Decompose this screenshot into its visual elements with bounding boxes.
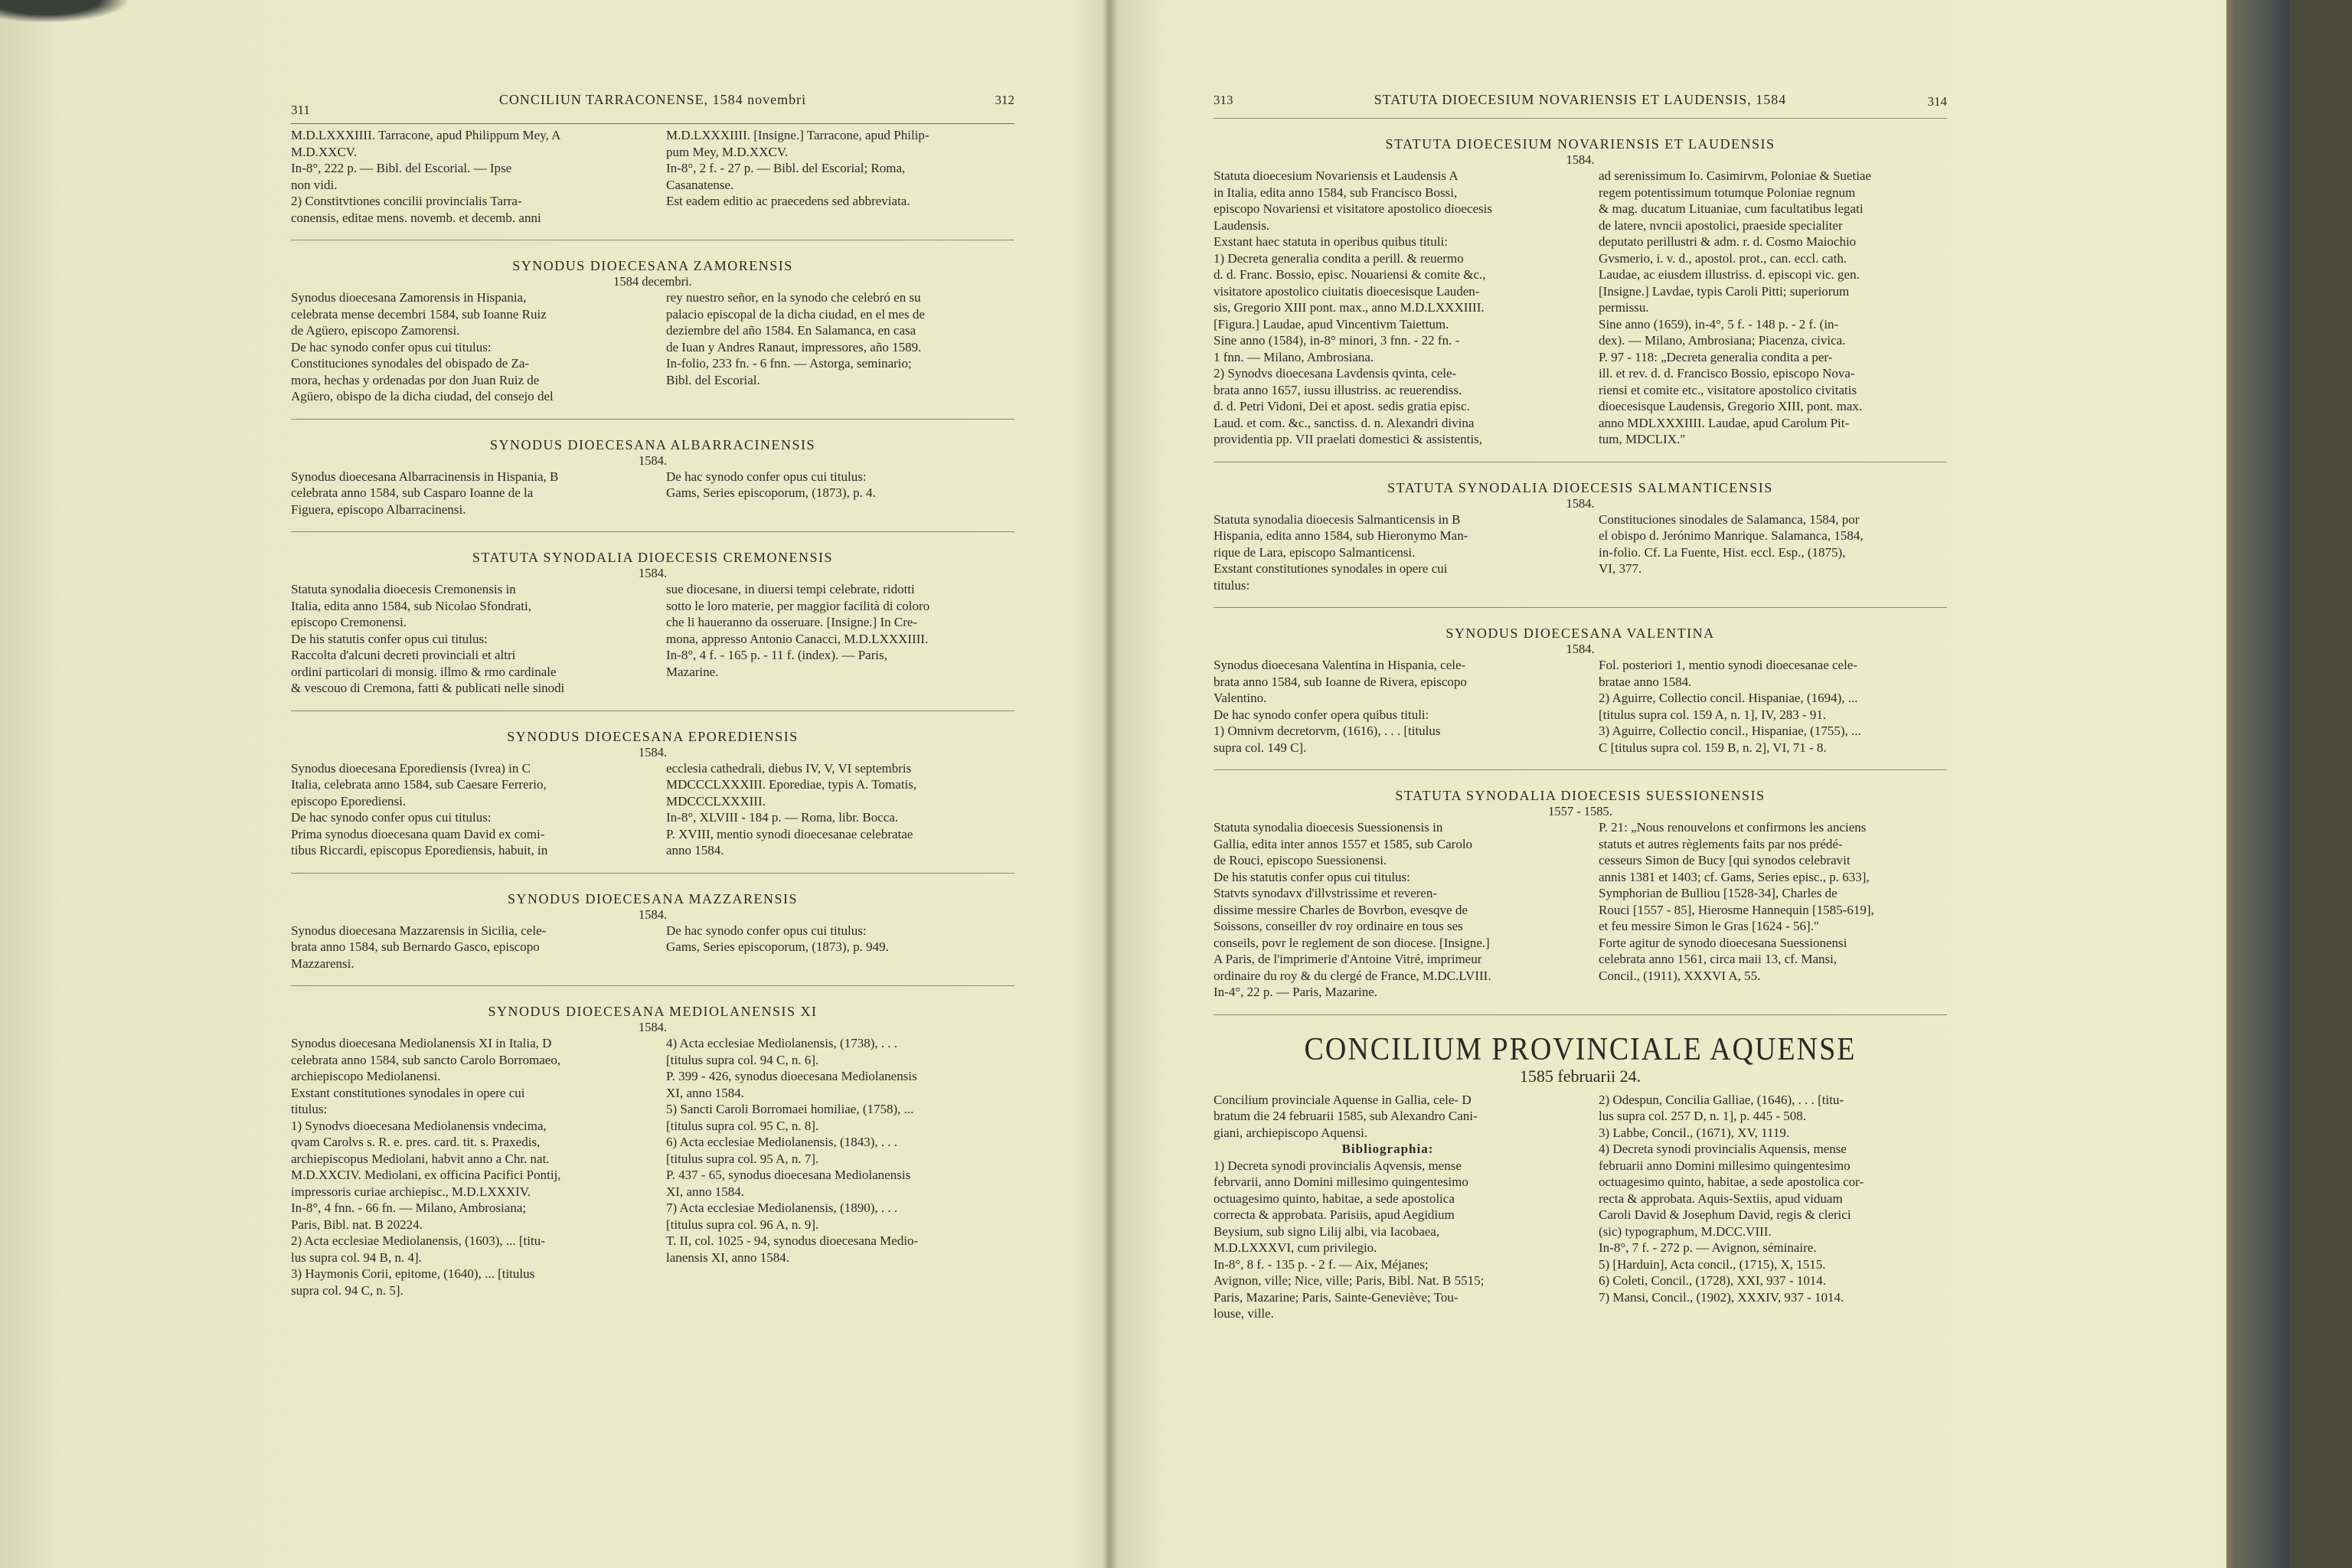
section-title: SYNODUS DIOECESANA EPOREDIENSIS: [507, 728, 799, 744]
section-rule: [291, 985, 1014, 986]
text-line: ecclesia cathedrali, diebus IV, V, VI septembris: [666, 760, 912, 776]
text-line: [Figura.] Laudae, apud Vincentivm Taiettum.: [1214, 316, 1449, 332]
text-line: 1) Synodvs dioecesana Mediolanensis vndecima,: [291, 1118, 547, 1133]
text-line: Raccolta d'alcuni decreti provinciali et altri: [291, 648, 516, 662]
column-right: [1599, 1092, 1947, 1322]
text-line: anno 1584.: [666, 843, 724, 858]
text-line: P. 97 - 118: „Decreta generalia condita a per-: [1599, 349, 1833, 364]
page-number: 313: [1214, 93, 1233, 107]
text-line: Paris, Mazarine; Paris, Sainte-Geneviève; Tou-: [1214, 1289, 1459, 1305]
text-line: Sine anno (1584), in-8° minori, 3 fnn. - 22 fn. -: [1214, 333, 1460, 348]
text-line: episcopo Eporediensi.: [291, 793, 407, 808]
section-columns: [291, 923, 1014, 972]
text-line: impressoris curiae archiepisc., M.D.LXXXIV.: [291, 1184, 531, 1199]
text-line: palacio episcopal de la dicha ciudad, en el mes de: [666, 306, 925, 322]
text-line: conseils, povr le reglement de son diocese. [Insigne.]: [1214, 935, 1490, 950]
text-line: De his statutis confer opus cui titulus:: [291, 631, 488, 646]
text-line: louse, ville.: [1214, 1306, 1274, 1321]
top-columns: [291, 127, 1014, 226]
text-line: ill. et rev. d. d. Francisco Bossio, episcopo Nova-: [1599, 366, 1855, 381]
text-line: dioecesisque Laudensis, Gregorio XIII, pont. max.: [1599, 399, 1863, 413]
column-right: [666, 581, 1014, 697]
section: [291, 419, 1014, 518]
text-line: sis, Gregorio XIII pont. max., anno M.D.LXXXIIII.: [1214, 300, 1485, 315]
section-columns: [1214, 168, 1947, 448]
text-line: Concilium provinciale Aquense in Gallia, cele- D: [1214, 1092, 1472, 1107]
text-line: Rouci [1557 - 85], Hierosme Hannequin [1585-619],: [1599, 902, 1874, 917]
text-line: In-8°, 2 f. - 27 p. — Bibl. del Escorial; Roma,: [666, 161, 906, 175]
section-date: 1557 - 1585.: [1548, 804, 1612, 818]
text-line: 2) Aguirre, Collectio concil. Hispaniae, (1694), ...: [1599, 691, 1858, 705]
text-line: Statvts synodavx d'illvstrissime et reveren-: [1214, 886, 1438, 900]
text-line: sue diocesane, in diuersi tempi celebrate, ridotti: [666, 582, 915, 596]
text-line: De hac synodo confer opus cui titulus:: [291, 339, 492, 354]
text-line: visitatore apostolico ciuitatis dioecesisque Lauden-: [1214, 283, 1480, 299]
text-line: deputato perillustri & adm. r. d. Cosmo Maiochio: [1599, 234, 1857, 249]
text-line: ordini particolari di monsig. illmo & rmo cardinale: [291, 664, 557, 679]
text-line: Fol. posteriori 1, mentio synodi dioecesanae cele-: [1599, 658, 1858, 672]
section-title-large: CONCILIUM PROVINCIALE AQUENSE: [1304, 1031, 1857, 1067]
section-rule: [291, 419, 1014, 420]
dark-corner: [0, 0, 130, 23]
column-right: [666, 127, 1014, 226]
section-columns: [1214, 819, 1947, 1001]
text-line: lus supra col. 257 D, n. 1], p. 445 - 508.: [1599, 1109, 1807, 1123]
section-date: 1584.: [1566, 642, 1595, 656]
text-line: Exstant constitutiones synodales in opere cui: [1214, 561, 1448, 576]
section-columns: [1214, 511, 1947, 594]
text-line: 3) Labbe, Concil., (1671), XV, 1119.: [1599, 1125, 1790, 1140]
text-line: d. d. Franc. Bossio, episc. Nouariensi & comite &c.,: [1214, 267, 1486, 282]
column-right: [666, 1035, 1014, 1298]
text-line: M.D.LXXXIIII. [Insigne.] Tarracone, apud Philip-: [666, 128, 929, 142]
column-right: [1599, 819, 1947, 1001]
text-line: De his statutis confer opus cui titulus:: [1214, 869, 1410, 884]
section-date: 1584.: [1566, 152, 1595, 167]
section-columns: [291, 760, 1014, 859]
text-line: 2) Constitvtiones concilii provincialis Tarra-: [291, 194, 522, 208]
text-line: T. II, col. 1025 - 94, synodus dioecesana Medio-: [666, 1233, 919, 1248]
text-line: 4) Acta ecclesiae Mediolanensis, (1738), . . .: [666, 1036, 898, 1050]
section-date: 1584.: [1566, 495, 1595, 511]
text-line: cesseurs Simon de Bucy [qui synodos celebravit: [1599, 853, 1851, 867]
text-line: regem potentissimum totumque Poloniae regnum: [1599, 185, 1856, 200]
text-line: 2) Acta ecclesiae Mediolanensis, (1603), ... [titu-: [291, 1233, 545, 1248]
text-line: Est eadem editio ac praecedens sed abbreviata.: [666, 194, 910, 208]
column-right: [1599, 168, 1947, 448]
text-line: [titulus supra col. 159 A, n. 1], IV, 283 - 91.: [1599, 707, 1827, 722]
section-date: 1584.: [638, 452, 668, 468]
text-line: 6) Coleti, Concil., (1728), XXI, 937 - 1014.: [1599, 1273, 1826, 1288]
column-left: [1214, 1092, 1562, 1322]
text-line: VI, 377.: [1599, 561, 1642, 576]
text-line: episcopo Cremonensi.: [291, 615, 407, 629]
column-left: [291, 923, 639, 972]
text-line: de Rouci, episcopo Suessionensi.: [1214, 853, 1387, 867]
text-line: d. d. Petri Vidoni, Dei et apost. sedis gratia episc.: [1214, 399, 1470, 413]
text-line: octuagesimo quinto, habitae, a sede apostolica cor-: [1599, 1174, 1864, 1189]
page-number: 312: [995, 93, 1014, 107]
bibliography-lines: [1214, 1158, 1562, 1322]
section-date: 1585 februarii 24.: [1519, 1066, 1642, 1086]
text-line: Laudae, ac eiusdem illustriss. d. episcopi vic. gen.: [1599, 267, 1860, 282]
text-line: C [titulus supra col. 159 B, n. 2], VI, 71 - 8.: [1599, 740, 1827, 755]
text-line: Beysium, sub signo Lilij albi, via Iacobaea,: [1214, 1223, 1440, 1239]
sections: [1214, 118, 1947, 1001]
section-title: STATUTA SYNODALIA DIOECESIS SUESSIONENSIS: [1395, 788, 1766, 803]
text-line: che li haueranno da osseruare. [Insigne.] In Cre-: [666, 615, 918, 629]
section-title: STATUTA SYNODALIA DIOECESIS SALMANTICENSIS: [1387, 479, 1773, 495]
section: [291, 240, 1014, 405]
text-line: 6) Acta ecclesiae Mediolanensis, (1843), . . .: [666, 1135, 898, 1149]
section-title: SYNODUS DIOECESANA ALBARRACINENSIS: [489, 436, 816, 452]
page-number: 314: [1927, 94, 1947, 109]
section-title: SYNODUS DIOECESANA MAZZARENSIS: [507, 890, 799, 906]
text-line: Italia, edita anno 1584, sub Nicolao Sfondrati,: [291, 598, 531, 613]
text-line: M.D.LXXXIIII. Tarracone, apud Philippum Mey, A: [291, 128, 561, 142]
text-line: Caroli David & Josephum David, regis & clerici: [1599, 1207, 1851, 1222]
text-line: Statuta synodalia dioecesis Cremonensis in: [291, 582, 516, 596]
text-line: deziembre del año 1584. En Salamanca, en casa: [666, 323, 916, 338]
text-line: statuts et autres règlements faits par nos prédé-: [1599, 836, 1843, 851]
text-line: De hac synodo confer opus cui titulus:: [666, 923, 867, 938]
column-left: [1214, 511, 1562, 594]
column-left: [1214, 168, 1562, 448]
text-line: sotto le loro materie, per maggior facilità di coloro: [666, 598, 930, 613]
text-line: 1) Decreta generalia condita a perill. & reuermo: [1214, 250, 1464, 266]
text-line: celebrata anno 1561, circa maii 13, cf. Mansi,: [1599, 952, 1838, 966]
text-line: M.D.XXCV.: [291, 144, 358, 159]
text-line: De hac synodo confer opus cui titulus:: [666, 469, 867, 484]
text-line: De hac synodo confer opera quibus tituli:: [1214, 707, 1429, 722]
section: [291, 531, 1014, 697]
text-line: brata anno 1657, iussu illustriss. ac reuerendiss.: [1214, 382, 1462, 397]
text-line: febrvarii, anno Domini millesimo quingentesimo: [1214, 1174, 1468, 1189]
right-page: [1214, 83, 1947, 1322]
text-line: rey nuestro señor, en la synodo che celebró en su: [666, 290, 921, 305]
section-columns: [291, 469, 1014, 518]
text-line: Figuera, episcopo Albarracinensi.: [291, 501, 466, 517]
text-line: celebrata anno 1584, sub sancto Carolo Borromaeo,: [291, 1052, 561, 1067]
text-line: & mag. ducatum Lituaniae, cum facultatibus legati: [1599, 201, 1864, 216]
text-line: archiepiscopus Mediolani, habvit anno a Chr. nat.: [291, 1151, 550, 1166]
column-left: [291, 581, 639, 697]
text-line: Synodus dioecesana Mediolanensis XI in Italia, D: [291, 1036, 552, 1050]
text-line: 1 fnn. — Milano, Ambrosiana.: [1214, 349, 1374, 364]
text-line: [titulus supra col. 95 A, n. 7].: [666, 1151, 819, 1166]
text-line: Agüero, obispo de la dicha ciudad, del consejo del: [291, 389, 554, 403]
text-line: XI, anno 1584.: [666, 1184, 744, 1199]
text-line: Bibl. del Escorial.: [666, 372, 760, 387]
intro-lines: [1214, 1092, 1562, 1142]
text-line: In-8°, 4 f. - 165 p. - 11 f. (index). — Paris,: [666, 648, 887, 662]
text-line: recta & approbata. Aquis-Sextiis, apud viduam: [1599, 1191, 1843, 1206]
section: [291, 710, 1014, 859]
text-line: 7) Acta ecclesiae Mediolanensis, (1890), . . .: [666, 1200, 898, 1215]
column-right: [666, 289, 1014, 405]
text-line: Synodus dioecesana Valentina in Hispania, cele-: [1214, 658, 1466, 672]
text-line: 2) Odespun, Concilia Galliae, (1646), . . . [titu-: [1599, 1092, 1844, 1107]
section-date: 1584.: [638, 566, 668, 580]
text-line: Synodus dioecesana Mazzarensis in Sicilia, cele-: [291, 923, 547, 938]
column-left: [291, 1035, 639, 1298]
text-line: Synodus dioecesana Zamorensis in Hispania,: [291, 290, 527, 305]
text-line: el obispo d. Jerónimo Manrique. Salamanca, 1584,: [1599, 528, 1864, 543]
text-line: de Iuan y Andres Ranaut, impressores, año 1589.: [666, 339, 922, 354]
text-line: Constituciones synodales del obispado de Za-: [291, 356, 530, 371]
sections: [291, 240, 1014, 1298]
text-line: Gams, Series episcoporum, (1873), p. 4.: [666, 485, 876, 500]
text-line: Sine anno (1659), in-4°, 5 f. - 148 p. - 2 f. (in-: [1599, 316, 1839, 332]
section-date: 1584.: [638, 906, 668, 922]
text-line: Synodus dioecesana Albarracinensis in Hispania, B: [291, 469, 559, 484]
text-line: In-8°, XLVIII - 184 p. — Roma, libr. Bocca.: [666, 810, 899, 825]
running-title: STATUTA DIOECESIUM NOVARIENSIS ET LAUDENSIS, 1584: [1374, 92, 1787, 107]
section-title: SYNODUS DIOECESANA VALENTINA: [1446, 626, 1715, 641]
text-line: Statuta synodalia dioecesis Salmanticensis in B: [1214, 511, 1461, 527]
section-date: 1584.: [638, 1020, 668, 1034]
header-rule: [291, 123, 1014, 124]
section: [1214, 462, 1947, 594]
text-line: mora, hechas y ordenadas por don Juan Ruiz de: [291, 372, 540, 387]
text-line: Italia, celebrata anno 1584, sub Caesare Ferrerio,: [291, 777, 547, 792]
text-line: in-folio. Cf. La Fuente, Hist. eccl. Esp., (1875),: [1599, 544, 1846, 560]
text-line: 4) Decreta synodi provincialis Aquensis, mense: [1599, 1142, 1847, 1156]
section-date: 1584.: [638, 744, 668, 760]
text-line: tum, MDCLIX.": [1599, 432, 1686, 446]
section: [291, 873, 1014, 972]
text-line: Gallia, edita inter annos 1557 et 1585, sub Carolo: [1214, 836, 1473, 851]
text-line: Statuta dioecesium Novariensis et Laudensis A: [1214, 168, 1459, 183]
text-line: conensis, editae mens. novemb. et decemb. anni: [291, 210, 541, 225]
text-line: [titulus supra col. 94 C, n. 6].: [666, 1052, 819, 1067]
section-columns: [291, 581, 1014, 697]
text-line: ad serenissimum Io. Casimirvm, Poloniae & Suetiae: [1599, 168, 1872, 183]
text-line: Gams, Series episcoporum, (1873), p. 949.: [666, 939, 889, 954]
text-line: februarii anno Domini millesimo quingentesimo: [1599, 1158, 1851, 1173]
text-line: [titulus supra col. 96 A, n. 9].: [666, 1217, 819, 1232]
section: [1214, 118, 1947, 448]
text-line: Laud. et com. &c., sanctiss. d. n. Alexandri divina: [1214, 415, 1475, 430]
text-line: lus supra col. 94 B, n. 4].: [291, 1250, 422, 1265]
text-line: bratae anno 1584.: [1599, 674, 1692, 689]
text-line: de latere, nvncii apostolici, praeside specialiter: [1599, 217, 1843, 233]
text-line: MDCCCLXXXIII.: [666, 793, 766, 808]
text-line: 5) [Harduin], Acta concil., (1715), X, 1515.: [1599, 1256, 1826, 1272]
text-line: MDCCCLXXXIII. Eporediae, typis A. Tomatis,: [666, 777, 917, 792]
text-line: in Italia, edita anno 1584, sub Francisco Bossi,: [1214, 185, 1458, 200]
text-line: anno MDLXXXIIII. Laudae, apud Carolum Pit-: [1599, 415, 1850, 430]
text-line: tibus Riccardi, episcopus Eporediensis, habuit, in: [291, 843, 548, 858]
text-line: In-folio, 233 fn. - 6 fnn. — Astorga, seminario;: [666, 356, 912, 371]
section-rule: [1214, 1014, 1947, 1015]
text-line: Symphorian de Bulliou [1528-34], Charles de: [1599, 886, 1838, 900]
column-right: [1599, 511, 1947, 594]
text-line: Laudensis.: [1214, 217, 1270, 233]
text-line: M.D.LXXXVI, cum privilegio.: [1214, 1240, 1377, 1255]
text-line: 5) Sancti Caroli Borromaei homiliae, (1758), ...: [666, 1102, 914, 1116]
text-line: 3) Haymonis Corii, epitome, (1640), ... [titulus: [291, 1266, 535, 1281]
text-line: et feu messire Simon le Gras [1624 - 56].": [1599, 919, 1819, 933]
column-right: [1599, 657, 1947, 756]
section-rule: [291, 873, 1014, 874]
text-line: pum Mey, M.D.XXCV.: [666, 144, 789, 159]
text-line: celebrata anno 1584, sub Casparo Ioanne de la: [291, 485, 534, 500]
section-date: 1584 decembri.: [613, 274, 692, 289]
book-gutter: [1102, 0, 1118, 1568]
page-header: [1214, 83, 1947, 121]
text-line: Soissons, conseiller dv roy ordinaire en tous ses: [1214, 919, 1463, 933]
text-line: A Paris, de l'imprimerie d'Antoine Vitré, imprimeur: [1214, 952, 1482, 966]
section-columns: [291, 289, 1014, 405]
column-left: [1214, 657, 1562, 756]
text-line: (sic) typographum, M.DCC.VIII.: [1599, 1223, 1772, 1239]
text-line: supra col. 94 C, n. 5].: [291, 1282, 403, 1298]
text-line: P. 437 - 65, synodus dioecesana Mediolanensis: [666, 1168, 911, 1182]
column-right: [666, 923, 1014, 972]
text-line: archiepiscopo Mediolanensi.: [291, 1069, 441, 1083]
text-line: In-8°, 222 p. — Bibl. del Escorial. — Ipse: [291, 161, 512, 175]
text-line: Forte agitur de synodo dioecesana Suessionensi: [1599, 935, 1847, 950]
text-line: correcta & approbata. Parisiis, apud Aegidium: [1214, 1207, 1455, 1222]
text-line: In-4°, 22 p. — Paris, Mazarine.: [1214, 985, 1378, 999]
section-columns: [1214, 1092, 1947, 1322]
text-line: [titulus supra col. 95 C, n. 8].: [666, 1118, 819, 1133]
text-line: Mazarine.: [666, 664, 719, 679]
text-line: brata anno 1584, sub Bernardo Gasco, episcopo: [291, 939, 540, 954]
text-line: titulus:: [1214, 577, 1250, 593]
text-line: P. 21: „Nous renouvelons et confirmons les anciens: [1599, 820, 1867, 835]
text-line: dex). — Milano, Ambrosiana; Piacenza, civica.: [1599, 333, 1846, 348]
text-line: & vescouo di Cremona, fatti & publicati nelle sinodi: [291, 681, 565, 695]
text-line: Synodus dioecesana Eporediensis (Ivrea) in C: [291, 760, 531, 776]
book-edge: [2226, 0, 2289, 1568]
text-line: supra col. 149 C].: [1214, 740, 1307, 755]
text-line: mona, appresso Antonio Canacci, M.D.LXXXIIII.: [666, 631, 929, 646]
text-line: octuagesimo quinto, habitae, a sede apostolica: [1214, 1191, 1455, 1206]
section-columns: [1214, 657, 1947, 756]
left-page: [291, 83, 1014, 1298]
text-line: brata anno 1584, sub Ioanne de Rivera, episcopo: [1214, 674, 1467, 689]
text-line: non vidi.: [291, 177, 338, 192]
text-line: rique de Lara, episcopo Salmanticensi.: [1214, 544, 1416, 560]
text-line: titulus:: [291, 1102, 328, 1116]
text-line: De hac synodo confer opus cui titulus:: [291, 810, 492, 825]
text-line: 1) Decreta synodi provincialis Aqvensis, mense: [1214, 1158, 1462, 1173]
column-left: [291, 127, 639, 226]
section-title: STATUTA SYNODALIA DIOECESIS CREMONENSIS: [472, 550, 834, 565]
text-line: 7) Mansi, Concil., (1902), XXXIV, 937 - 1014.: [1599, 1289, 1844, 1305]
text-line: P. 399 - 426, synodus dioecesana Mediolanensis: [666, 1069, 917, 1083]
text-line: 3) Aguirre, Collectio concil., Hispaniae, (1755), ...: [1599, 724, 1861, 738]
text-line: de Agüero, episcopo Zamorensi.: [291, 323, 460, 338]
text-line: In-8°, 4 fnn. - 66 fn. — Milano, Ambrosiana;: [291, 1200, 527, 1215]
text-line: [Insigne.] Lavdae, typis Caroli Pitti; superiorum: [1599, 283, 1850, 299]
column-right: [666, 760, 1014, 859]
column-left: [291, 760, 639, 859]
text-line: In-8°, 8 f. - 135 p. - 2 f. — Aix, Méjanes;: [1214, 1256, 1429, 1272]
section: [291, 985, 1014, 1298]
section-rule: [291, 531, 1014, 532]
text-line: lanensis XI, anno 1584.: [666, 1250, 790, 1265]
text-line: Hispania, edita anno 1584, sub Hieronymo Man-: [1214, 528, 1468, 543]
section-title: SYNODUS DIOECESANA ZAMORENSIS: [512, 258, 793, 273]
text-line: bratum die 24 februarii 1585, sub Alexandro Cani-: [1214, 1109, 1478, 1123]
text-line: Gvsmerio, i. v. d., apostol. prot., can. eccl. cath.: [1599, 250, 1847, 266]
text-line: 2) Synodvs dioecesana Lavdensis qvinta, cele-: [1214, 366, 1457, 381]
text-line: M.D.XXCIV. Mediolani, ex officina Pacifici Pontij,: [291, 1168, 561, 1182]
section: [1214, 607, 1947, 756]
column-left: [1214, 819, 1562, 1001]
text-line: giani, archiepiscopo Aquensi.: [1214, 1125, 1368, 1140]
text-line: Exstant constitutiones synodales in opere cui: [291, 1085, 525, 1100]
text-line: ordinaire du roy & du clergé de France, M.DC.LVIII.: [1214, 968, 1491, 983]
running-title: CONCILIUN TARRACONENSE, 1584 novembri: [498, 92, 807, 107]
text-line: episcopo Novariensi et visitatore apostolico dioecesis: [1214, 201, 1492, 216]
section-rule: [1214, 769, 1947, 770]
column-left: [291, 289, 639, 405]
column-right: [666, 469, 1014, 518]
text-line: Paris, Bibl. nat. B 20224.: [291, 1217, 423, 1232]
text-line: In-8°, 7 f. - 272 p. — Avignon, séminaire.: [1599, 1240, 1817, 1255]
text-line: XI, anno 1584.: [666, 1085, 744, 1100]
text-line: Concil., (1911), XXXVI A, 55.: [1599, 968, 1761, 983]
text-line: permissu.: [1599, 300, 1649, 315]
text-line: Statuta synodalia dioecesis Suessionensis in: [1214, 820, 1443, 835]
text-line: Avignon, ville; Nice, ville; Paris, Bibl. Nat. B 5515;: [1214, 1273, 1485, 1288]
text-line: 1) Omnivm decretorvm, (1616), . . . [titulus: [1214, 724, 1441, 738]
section-rule: [291, 710, 1014, 711]
text-line: riensi et comite etc., visitatore apostolico civitatis: [1599, 382, 1857, 397]
section-title: STATUTA DIOECESIUM NOVARIENSIS ET LAUDENSIS: [1385, 136, 1775, 152]
text-line: Exstant haec statuta in operibus quibus tituli:: [1214, 234, 1448, 249]
text-line: qvam Carolvs s. R. e. pres. card. tit. s. Praxedis,: [291, 1135, 541, 1149]
text-line: providentia pp. VII praelati domestici & assistentis,: [1214, 432, 1482, 446]
section: [1214, 769, 1947, 1001]
page-header: [291, 83, 1014, 121]
text-line: Valentino.: [1214, 691, 1267, 705]
section-columns: [291, 1035, 1014, 1298]
text-line: Casanatense.: [666, 177, 734, 192]
text-line: celebrata mense decembri 1584, sub Ioanne Ruiz: [291, 306, 547, 322]
section-title: SYNODUS DIOECESANA MEDIOLANENSIS XI: [488, 1004, 818, 1019]
text-line: P. XVIII, mentio synodi dioecesanae celebratae: [666, 826, 913, 841]
text-line: annis 1381 et 1403; cf. Gams, Series episc., p. 633],: [1599, 869, 1870, 884]
section-rule: [1214, 607, 1947, 608]
bibliography-label: Bibliographia:: [1341, 1142, 1434, 1156]
text-line: Constituciones sinodales de Salamanca, 1584, por: [1599, 511, 1860, 527]
page-number: 311: [291, 103, 310, 117]
text-line: Prima synodus dioecesana quam David ex comi-: [291, 826, 545, 841]
text-line: dissime messire Charles de Bovrbon, evesqve de: [1214, 902, 1468, 917]
column-left: [291, 469, 639, 518]
text-line: Mazzarensi.: [291, 956, 354, 971]
